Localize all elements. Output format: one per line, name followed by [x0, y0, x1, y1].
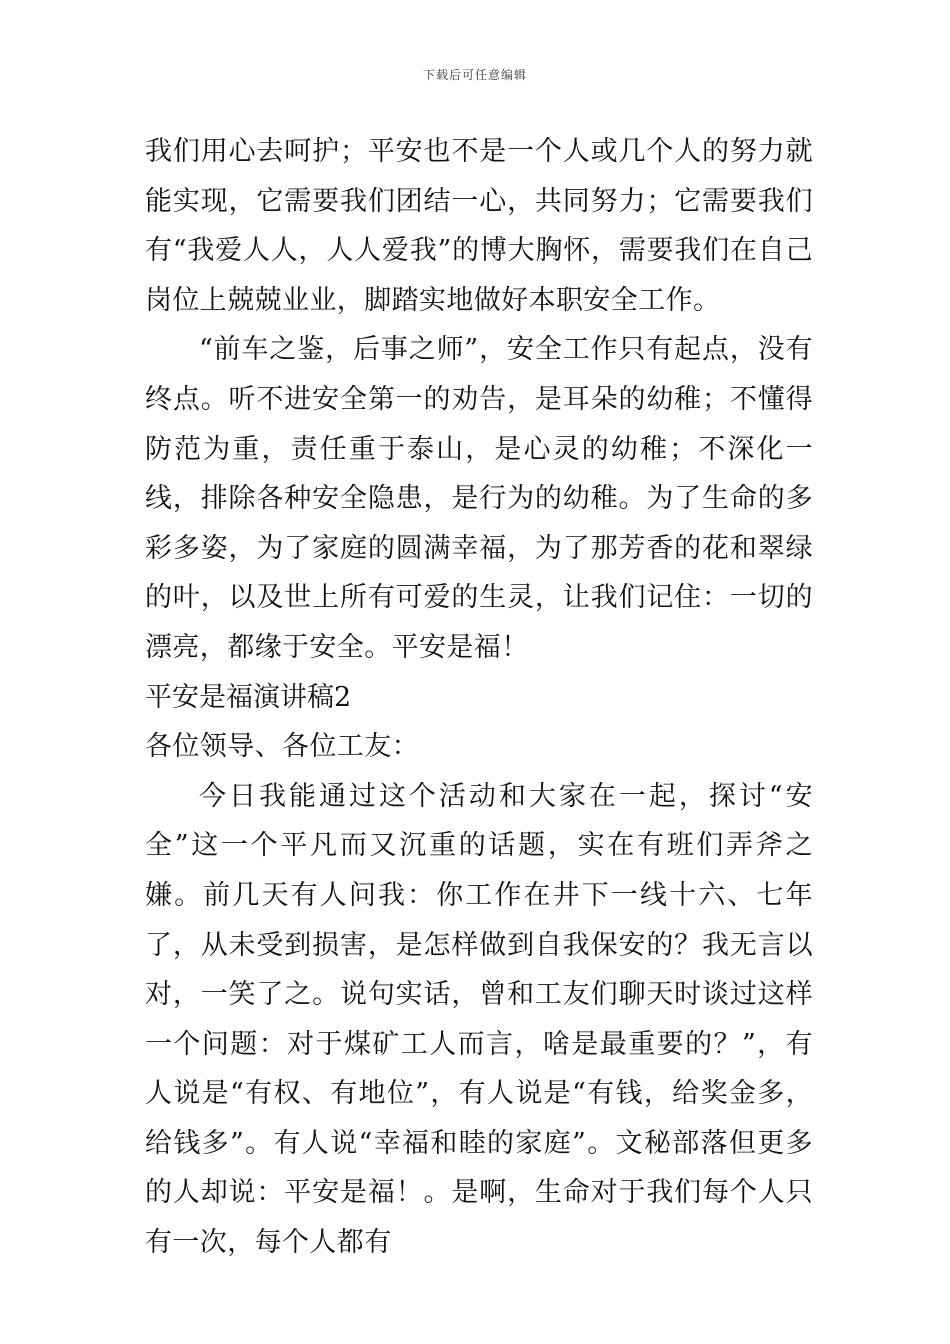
section-title: 平安是福演讲稿2	[145, 681, 352, 713]
document-body	[145, 127, 813, 1268]
page-header: 下载后可任意编辑	[422, 68, 527, 82]
paragraph-continued: 我们用心去呵护；平安也不是一个人或几个人的努力就能实现，它需要我们团结一心，共同努力；它需要我们有“我爱人人，人人爱我”的博大胸怀，需要我们在自己岗位上兢兢业业，脚踏实地做好本职安全工作。	[145, 136, 813, 316]
paragraph-speech-opening: 今日我能通过这个活动和大家在一起，探讨“安全”这一个平凡而又沉重的话题，实在有班们弄斧之嫌。前几天有人问我：你工作在井下一线十六、七年了，从未受到损害，是怎样做到自我保安的？我无言以对，一笑了之。说句实话，曾和工友们聊天时谈过这样一个问题：对于煤矿工人而言，啥是最重要的？”，有人说是“有权、有地位”，有人说是“有钱，给奖金多，给钱多”。有人说“幸福和睦的家庭”。文秘部落但更多的人却说：平安是福！。是啊，生命对于我们每个人只有一次，每个人都有	[145, 780, 813, 1259]
paragraph-safety-lesson: “前车之鉴，后事之师”，安全工作只有起点，没有终点。听不进安全第一的劝告，是耳朵的幼稚；不懂得防范为重，责任重于泰山，是心灵的幼稚；不深化一线，排除各种安全隐患，是行为的幼稚。为了生命的多彩多姿，为了家庭的圆满幸福，为了那芳香的花和翠绿的叶，以及世上所有可爱的生灵，让我们记住：一切的漂亮，都缘于安全。平安是福！	[145, 334, 813, 663]
salutation: 各位领导、各位工友：	[145, 731, 419, 763]
